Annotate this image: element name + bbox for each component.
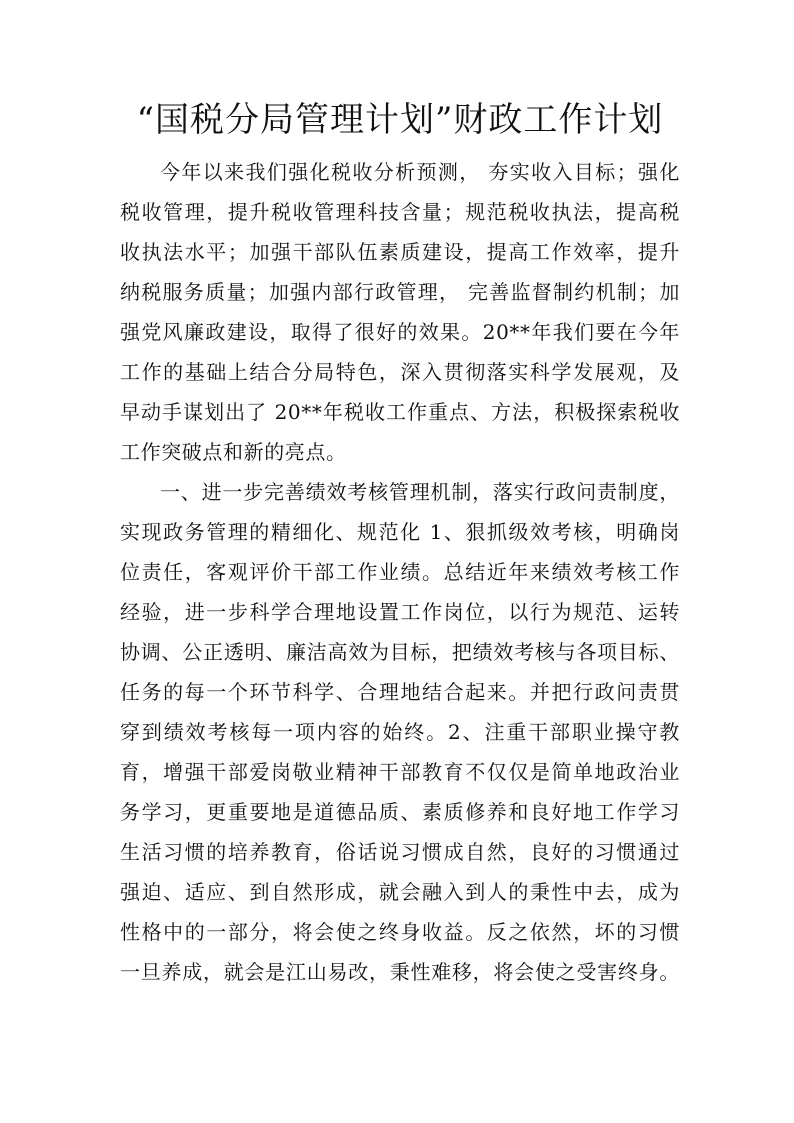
paragraph-1 [120, 152, 680, 472]
text-line: 一旦养成，就会是江山易改，秉性难移，将会使之受害终身。 [120, 960, 680, 984]
text-line: 穿到绩效考核每一项内容的始终。2、注重干部职业操守教 [120, 720, 680, 744]
text-line: 实现政务管理的精细化、规范化 1、狠抓级效考核，明确岗 [120, 520, 680, 544]
text-line: 育，增强干部爱岗敬业精神干部教育不仅仅是简单地政治业 [120, 760, 680, 784]
text-line: 任务的每一个环节科学、合理地结合起来。并把行政问责贯 [120, 680, 680, 704]
text-line: 收执法水平；加强干部队伍素质建设，提高工作效率，提升 [120, 240, 680, 264]
text-line: 早动手谋划出了 20**年税收工作重点、方法，积极探索税收 [120, 400, 680, 424]
text-line: 性格中的一部分，将会使之终身收益。反之依然，坏的习惯 [120, 920, 680, 944]
text-line: 强党风廉政建设，取得了很好的效果。20**年我们要在今年 [120, 320, 680, 344]
text-line: 协调、公正透明、廉洁高效为目标，把绩效考核与各项目标、 [120, 640, 680, 664]
paragraph-2 [120, 472, 680, 992]
document-body [120, 152, 680, 992]
text-line: 务学习，更重要地是道德品质、素质修养和良好地工作学习 [120, 800, 680, 824]
text-line: 税收管理，提升税收管理科技含量；规范税收执法，提高税 [120, 200, 680, 224]
text-line: 生活习惯的培养教育，俗话说习惯成自然，良好的习惯通过 [120, 840, 680, 864]
text-line: 强迫、适应、到自然形成，就会融入到人的秉性中去，成为 [120, 880, 680, 904]
text-line: 今年以来我们强化税收分析预测， 夯实收入目标；强化 [160, 160, 680, 184]
text-line: 纳税服务质量；加强内部行政管理， 完善监督制约机制；加 [120, 280, 680, 304]
text-line: 工作突破点和新的亮点。 [120, 440, 347, 464]
text-line: 一、进一步完善绩效考核管理机制，落实行政问责制度， [160, 480, 680, 504]
text-line: 经验，进一步科学合理地设置工作岗位，以行为规范、运转 [120, 600, 680, 624]
text-line: 工作的基础上结合分局特色，深入贯彻落实科学发展观，及 [120, 360, 680, 384]
document-title: “国税分局管理计划”财政工作计划 [136, 100, 664, 140]
text-line: 位责任，客观评价干部工作业绩。总结近年来绩效考核工作 [120, 560, 680, 584]
